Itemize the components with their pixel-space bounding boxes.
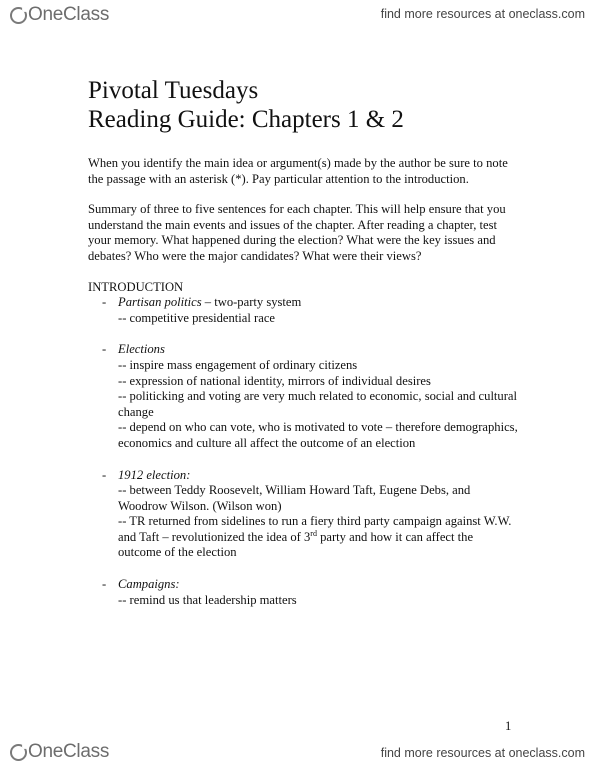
superscript: rd (310, 528, 317, 538)
item-line: -- between Teddy Roosevelt, William Howard Taft, Eugene Debs, and Woodrow Wilson. (Wilson won) (118, 483, 471, 513)
bullet-dash: - (102, 577, 107, 592)
item-heading: Campaigns: (118, 577, 180, 592)
bullet-dash: - (102, 467, 107, 482)
list-item (88, 295, 518, 326)
item-heading-suffix: – two-party system (201, 295, 302, 310)
instruction-paragraph-1: When you identify the main idea or argument(s) made by the author be sure to note the passage with an asterisk (*). Pay particular attention to the introduction. (88, 156, 508, 186)
bullet-dash: - (102, 295, 107, 310)
header-tagline-link[interactable]: find more resources at oneclass.com (380, 7, 585, 21)
oneclass-o-icon (10, 744, 27, 761)
oneclass-logo-bottom[interactable] (10, 741, 109, 763)
section-heading: INTRODUCTION (88, 279, 184, 294)
oneclass-o-icon (10, 7, 27, 24)
list-item (88, 342, 518, 451)
list-item (88, 577, 518, 608)
item-line: -- competitive presidential race (118, 310, 275, 325)
item-heading: Partisan politics (118, 295, 202, 310)
item-line: -- politicking and voting are very much related to economic, social and cultural change (118, 389, 518, 419)
document-title-line2: Reading Guide: Chapters 1 & 2 (88, 106, 404, 133)
item-line-text: -- TR returned from sidelines to run a fiery third party campaign against W.W. and Taft – revolutionized the idea of 3 (118, 514, 512, 544)
document-title-line1: Pivotal Tuesdays (88, 77, 259, 104)
page-number: 1 (505, 719, 512, 733)
list-item (88, 468, 518, 562)
footer-tagline-link[interactable]: find more resources at oneclass.com (380, 746, 585, 760)
item-line-text: party and how it can affect the outcome of the election (118, 529, 474, 560)
logo-word: OneClass (28, 741, 110, 762)
item-line: -- expression of national identity, mirrors of individual desires (118, 373, 431, 388)
instruction-paragraph-2: Summary of three to five sentences for each chapter. This will help ensure that you understand the main events and issues of the chapter. After reading a chapter, test your memory. What happened during the election? What were the key issues and debates? Who were the major candidates? What were their views? (88, 202, 506, 263)
item-heading: Elections (118, 342, 165, 357)
bullet-dash: - (102, 342, 107, 357)
oneclass-logo-top[interactable] (10, 4, 109, 26)
item-line (118, 514, 518, 561)
document-body (88, 76, 518, 608)
item-line: -- inspire mass engagement of ordinary citizens (118, 357, 358, 372)
logo-word: OneClass (28, 4, 110, 25)
item-line: -- remind us that leadership matters (118, 592, 297, 607)
item-heading: 1912 election: (118, 467, 191, 482)
item-line: -- depend on who can vote, who is motivated to vote – therefore demographics, economics and culture all affect the outcome of an election (118, 420, 518, 450)
